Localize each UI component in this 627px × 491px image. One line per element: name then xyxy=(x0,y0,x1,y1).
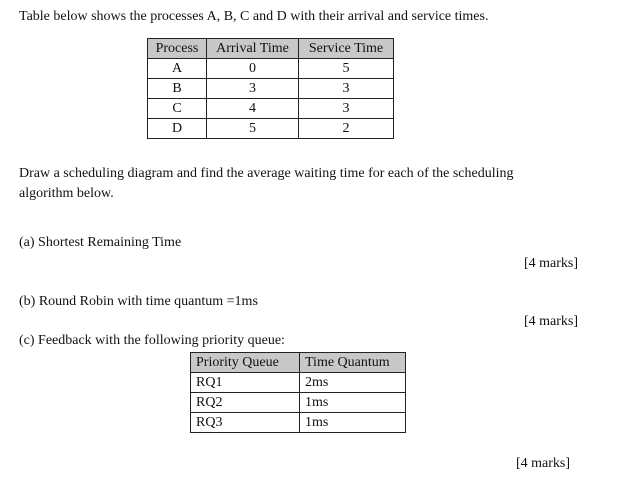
header-priority-queue: Priority Queue xyxy=(191,353,300,373)
table-row xyxy=(148,99,394,119)
question-c-marks: [4 marks] xyxy=(515,456,570,471)
quantum-cell: 1ms xyxy=(300,393,406,413)
process-table xyxy=(147,38,394,139)
table-row xyxy=(191,393,406,413)
table-row xyxy=(148,79,394,99)
service-cell: 3 xyxy=(299,79,394,99)
service-cell: 5 xyxy=(299,59,394,79)
table-row xyxy=(148,119,394,139)
question-a-marks: [4 marks] xyxy=(523,256,578,271)
instruction-line-2: algorithm below. xyxy=(19,186,114,201)
header-time-quantum: Time Quantum xyxy=(300,353,406,373)
priority-queue-table xyxy=(190,352,406,433)
queue-cell: RQ3 xyxy=(191,413,300,433)
service-cell: 3 xyxy=(299,99,394,119)
queue-cell: RQ2 xyxy=(191,393,300,413)
process-cell: A xyxy=(148,59,207,79)
arrival-cell: 0 xyxy=(207,59,299,79)
question-c-text: (c) Feedback with the following priority queue: xyxy=(19,333,285,348)
arrival-cell: 3 xyxy=(207,79,299,99)
header-arrival-time: Arrival Time xyxy=(207,39,299,59)
arrival-cell: 4 xyxy=(207,99,299,119)
header-service-time: Service Time xyxy=(299,39,394,59)
question-b-text: (b) Round Robin with time quantum =1ms xyxy=(19,294,258,309)
quantum-cell: 2ms xyxy=(300,373,406,393)
process-cell: C xyxy=(148,99,207,119)
process-cell: B xyxy=(148,79,207,99)
instruction-line-1: Draw a scheduling diagram and find the average waiting time for each of the scheduling xyxy=(19,166,514,181)
queue-cell: RQ1 xyxy=(191,373,300,393)
priority-table-header-row xyxy=(191,353,406,373)
table-row xyxy=(148,59,394,79)
question-b-marks: [4 marks] xyxy=(523,314,578,329)
process-table-header-row xyxy=(148,39,394,59)
process-cell: D xyxy=(148,119,207,139)
table-row xyxy=(191,373,406,393)
table-row xyxy=(191,413,406,433)
question-a-text: (a) Shortest Remaining Time xyxy=(19,235,182,250)
arrival-cell: 5 xyxy=(207,119,299,139)
header-process: Process xyxy=(148,39,207,59)
quantum-cell: 1ms xyxy=(300,413,406,433)
intro-text: Table below shows the processes A, B, C and D with their arrival and service times. xyxy=(19,9,489,24)
service-cell: 2 xyxy=(299,119,394,139)
